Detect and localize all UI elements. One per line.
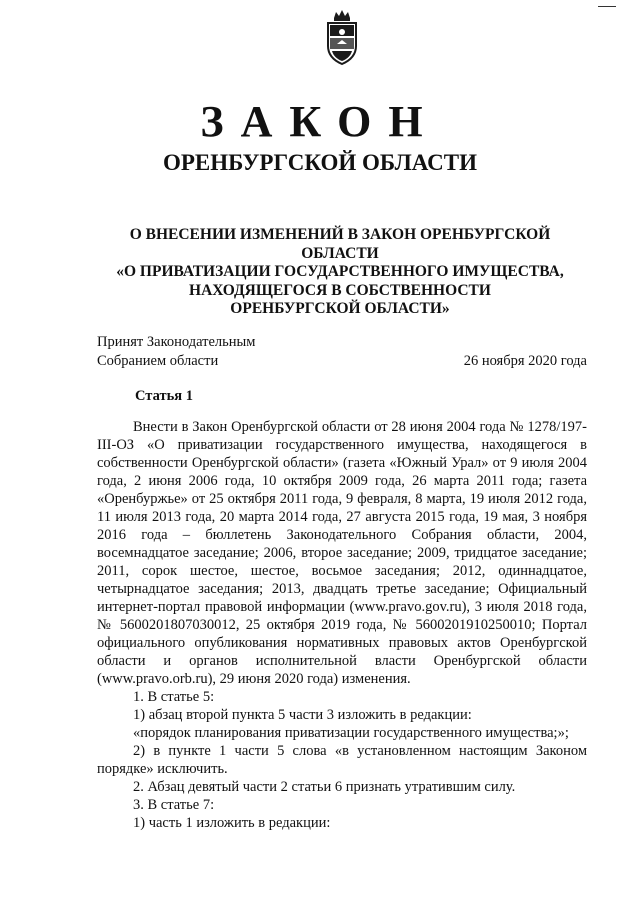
heading-line: ОРЕНБУРГСКОЙ ОБЛАСТИ» bbox=[230, 300, 450, 317]
coat-of-arms-icon bbox=[322, 8, 362, 68]
article-item: 2) в пункте 1 части 5 слова «в установленном настоящим Законом порядке» исключить. bbox=[97, 743, 587, 777]
article-item: 2. Абзац девятый части 2 статьи 6 признать утратившим силу. bbox=[133, 779, 516, 795]
heading-line: НАХОДЯЩЕГОСЯ В СОБСТВЕННОСТИ bbox=[189, 281, 491, 299]
heading-line: О ВНЕСЕНИИ ИЗМЕНЕНИЙ В ЗАКОН ОРЕНБУРГСКОЙ ОБЛАСТИ bbox=[129, 226, 551, 262]
article-item: «порядок планирования приватизации государственного имущества;»; bbox=[133, 725, 569, 741]
document-subtitle: ОРЕНБУРГСКОЙ ОБЛАСТИ bbox=[162, 150, 478, 175]
adoption-block bbox=[97, 333, 587, 371]
article-item: 1. В статье 5: bbox=[133, 689, 215, 705]
heading-line: «О ПРИВАТИЗАЦИИ ГОСУДАРСТВЕННОГО ИМУЩЕСТВА, bbox=[116, 263, 564, 280]
article-intro: Внести в Закон Оренбургской области от 28 июня 2004 года № 1278/197-III-ОЗ «О приватизации государственного имущества, находящегося в собственности Оренбургской области» (газета «Южный Урал» от 9 июля 2004 года, 2 июня 2006 года, 10 октября 2009 года, 26 марта 2011 года; газета «Оренбуржье» от 25 октября 2011 года, 9 февраля, 8 марта, 19 июля 2012 года, 11 июля 2013 года, 20 марта 2014 года, 27 августа 2015 года, 19 мая, 3 ноября 2016 года – бюллетень Законодательного Собрания области, 2004, восемнадцатое заседание; 2006, второе заседание; 2009, тридцатое заседание; 2011, сорок шестое, шестое, восьмое заседания; 2012, одиннадцатое, четырнадцатое заседания; 2013, двадцать третье заседание; Официальный интернет-портал правовой информации (www.pravo.gov.ru), 3 июля 2018 года, № 5600201807030012, 25 октября 2019 года, № 5600201910250010; Портал официального опубликования нормативных правовых актов Оренбургской области и органов исполнительной власти Оренбургской области (www.pravo.orb.ru), 29 июня 2020 года) изменения. bbox=[97, 419, 587, 687]
article-item: 1) абзац второй пункта 5 части 3 изложить в редакции: bbox=[133, 707, 472, 723]
law-heading bbox=[90, 226, 590, 319]
corner-mark bbox=[598, 6, 616, 7]
article-body bbox=[97, 418, 587, 832]
article-item: 1) часть 1 изложить в редакции: bbox=[133, 815, 331, 831]
article-item: 3. В статье 7: bbox=[133, 797, 215, 813]
document-title: ЗАКОН bbox=[200, 97, 440, 146]
adoption-date: 26 ноября 2020 года bbox=[463, 353, 587, 369]
adopted-by-line: Принят Законодательным bbox=[97, 334, 256, 350]
adopted-by-line: Собранием области bbox=[97, 353, 219, 369]
article-title: Статья 1 bbox=[135, 388, 193, 404]
